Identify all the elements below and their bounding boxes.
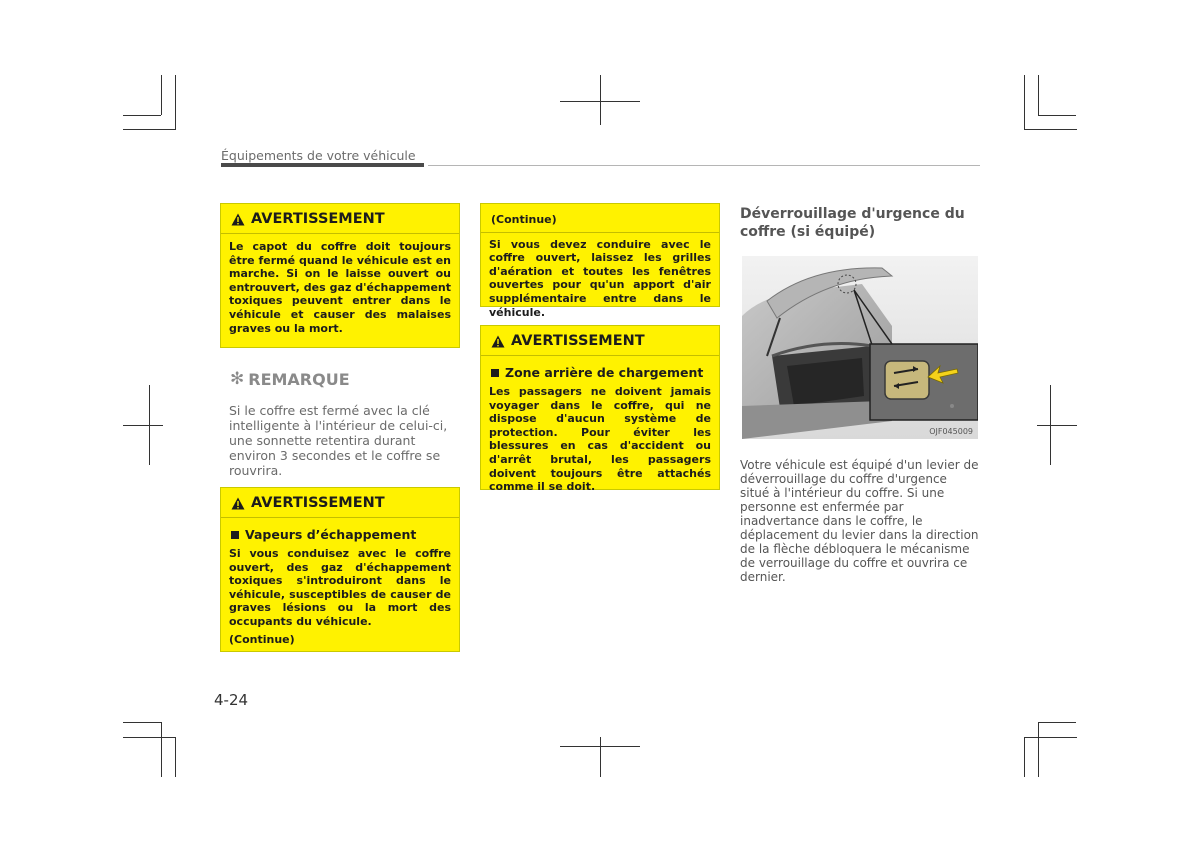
asterisk-icon: ✻ bbox=[230, 369, 245, 389]
note-body: Si le coffre est fermé avec la clé intelligente à l'intérieur de celui-ci, une sonnette retentira durant environ 3 secondes et le coffre se rouvrira. bbox=[229, 403, 448, 478]
warning-box-cargo-area bbox=[480, 325, 720, 494]
warning-continue: (Continue) bbox=[229, 632, 295, 646]
warning-body: Si vous conduisez avec le coffre ouvert, des gaz d'échappement toxiques s'introduiront dans le véhicule, susceptibles de causer de graves lésions ou la mort des occupants du véhicule. bbox=[229, 547, 451, 628]
warning-triangle-icon bbox=[491, 335, 505, 348]
running-header: Équipements de votre véhicule bbox=[221, 148, 416, 163]
warning-title-row bbox=[481, 326, 719, 349]
warning-divider bbox=[221, 517, 459, 518]
page-number: 4-24 bbox=[214, 691, 249, 709]
warning-subtitle-row bbox=[481, 356, 719, 380]
note-title-row bbox=[230, 369, 350, 389]
warning-continue: (Continue) bbox=[491, 213, 557, 226]
figure-caption: OJF045009 bbox=[929, 427, 973, 436]
warning-title: AVERTISSEMENT bbox=[511, 333, 645, 349]
warning-divider bbox=[481, 355, 719, 356]
warning-body: Les passagers ne doivent jamais voyager dans le coffre, qui ne dispose d'aucun système de protection. Pour éviter les blessures en cas d'accident ou d'arrêt brutal, les passagers doivent toujours être attachés comme il se doit. bbox=[489, 385, 711, 494]
header-rule-dark bbox=[221, 163, 424, 167]
warning-triangle-icon bbox=[231, 497, 245, 510]
warning-box-continued bbox=[480, 203, 720, 319]
warning-box-trunk-closed bbox=[220, 203, 460, 348]
warning-title-row bbox=[221, 204, 459, 227]
warning-subtitle: Vapeurs d’échappement bbox=[245, 527, 417, 542]
warning-divider bbox=[221, 233, 459, 234]
warning-title: AVERTISSEMENT bbox=[251, 495, 385, 511]
warning-body: Si vous devez conduire avec le coffre ouvert, laissez les grilles d'aération et toutes les fenêtres ouvertes pour qu'un apport d'air supplémentaire entre dans le véhicule. bbox=[489, 237, 711, 319]
warning-subtitle: Zone arrière de chargement bbox=[505, 365, 704, 380]
warning-divider bbox=[481, 232, 719, 233]
warning-subtitle-row bbox=[221, 518, 459, 542]
warning-title-row bbox=[221, 488, 459, 511]
warning-title: AVERTISSEMENT bbox=[251, 211, 385, 227]
square-bullet-icon bbox=[491, 369, 499, 377]
note-title: REMARQUE bbox=[248, 369, 350, 389]
warning-body: Le capot du coffre doit toujours être fermé quand le véhicule est en marche. Si on le laisse ouvert ou entrouvert, des gaz d'échappement toxiques peuvent entrer dans le véhicule et causer des malaises graves ou la mort. bbox=[229, 240, 451, 335]
header-rule-light bbox=[428, 165, 980, 166]
warning-box-exhaust bbox=[220, 487, 460, 652]
open-trunk-illustration bbox=[742, 256, 978, 439]
trunk-release-illustration bbox=[742, 256, 978, 439]
warning-triangle-icon bbox=[231, 213, 245, 226]
section-title: Déverrouillage d'urgence du coffre (si équipé) bbox=[740, 206, 965, 240]
section-body: Votre véhicule est équipé d'un levier de déverrouillage du coffre d'urgence situé à l'intérieur du coffre. Si une personne est enfermée par inadvertance dans le coffre, le déplacement du levier dans la direction de la flèche débloquera le mécanisme de verrouillage du coffre et ouvrira ce dernier. bbox=[740, 458, 979, 584]
square-bullet-icon bbox=[231, 531, 239, 539]
